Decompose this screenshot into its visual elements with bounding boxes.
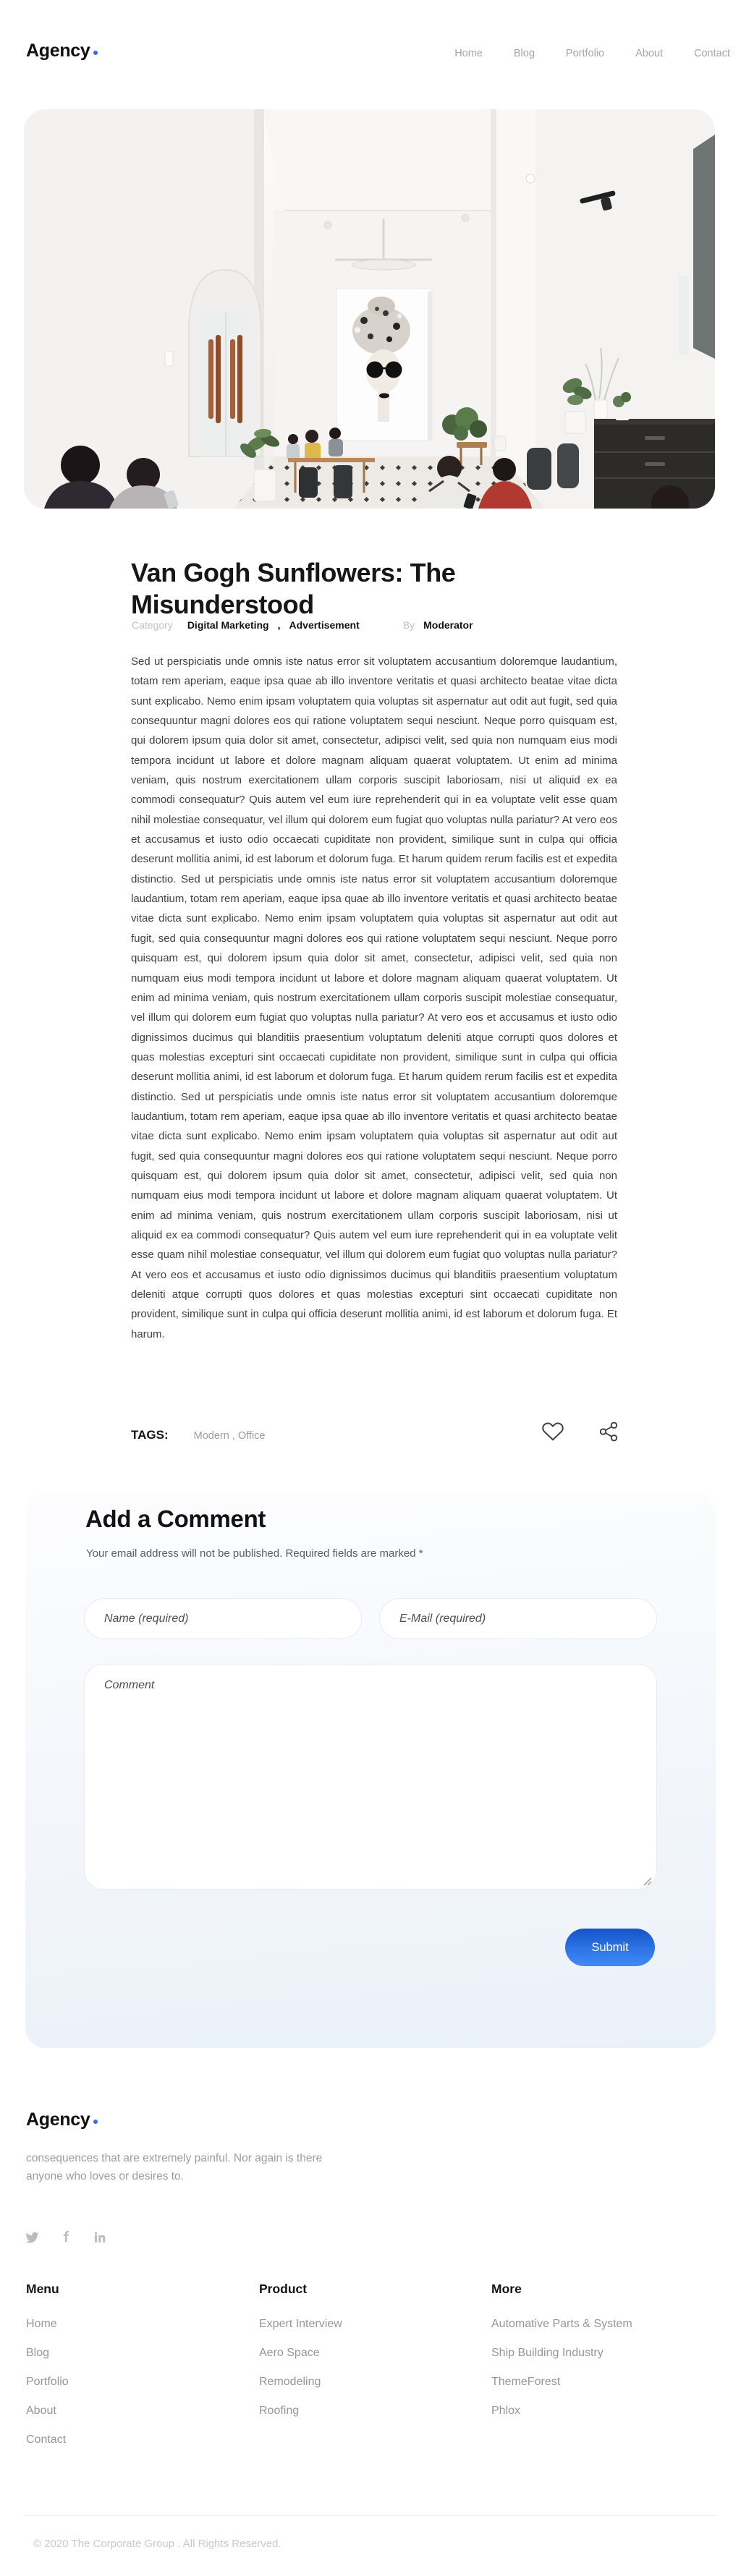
category-separator: , bbox=[277, 619, 281, 631]
footer-more-list bbox=[491, 2318, 632, 2433]
footer-link-automative-parts[interactable]: Automative Parts & System bbox=[491, 2318, 632, 2330]
linkedin-icon[interactable] bbox=[93, 2231, 108, 2244]
add-comment-section bbox=[25, 1492, 716, 2048]
post-body-text: Sed ut perspiciatis unde omnis iste natus error sit voluptatem accusantium doloremque laudantium, totam rem aperiam, eaque ipsa quae ab illo inventore veritatis et quasi architecto beatae vitae dicta sunt explicabo. Nemo enim ipsam voluptatem quia voluptas sit aspernatur aut odit aut fugit, sed quia consequuntur magni dolores eos qui ratione voluptatem sequi nesciunt. Neque porro quisquam est, qui dolorem ipsum quia dolor sit amet, consectetur, adipisci velit, sed quia non numquam eius modi tempora incidunt ut labore et dolore magnam aliquam quaerat voluptatem. Ut enim ad minima veniam, quis nostrum exercitationem ullam corporis suscipit laboriosam, nisi ut aliquid ex ea commodi consequatur? Quis autem vel eum iure reprehenderit qui in ea voluptate velit esse quam nihil molestiae consequatur, vel illum qui dolorem eum fugiat quo voluptas nulla pariatur? At vero eos et accusamus et iusto odio occaecati cupiditate non provident, similique sunt in culpa qui officia deserunt mollitia animi, id est laborum et dolorum fuga. Et harum quidem rerum facilis est et expedita distinctio. Sed ut perspiciatis unde omnis iste natus error sit voluptatem accusantium doloremque laudantium, totam rem aperiam, eaque ipsa quae ab illo inventore veritatis et quasi architecto beatae vitae dicta sunt explicabo. Nemo enim ipsam voluptatem quia voluptas sit aspernatur aut odit aut fugit, sed quia consequuntur magni dolores eos qui ratione voluptatem sequi nesciunt. Neque porro quisquam est, qui dolorem ipsum quia dolor sit amet, consectetur, adipisci velit, sed quia non numquam eius modi tempora incidunt ut labore et dolore magnam aliquam quaerat voluptatem. Ut enim ad minima veniam, quis nostrum exercitationem ullam corporis suscipit molestiae consequatur, vel illum qui dolorem eum fugiat quo voluptas nulla pariatur? At vero eos et accusamus et iusto odio dignissimos ducimus qui blanditiis praesentium voluptatum deleniti atque corrupti quos dolores et quas molestias excepturi sint occaecati cupiditate non provident, similique sunt in culpa qui officia deserunt mollitia animi, id est laborum et dolorum fuga. Et harum quidem rerum facilis est et expedita distinctio. Sed ut perspiciatis unde omnis iste natus error sit voluptatem accusantium doloremque laudantium, totam rem aperiam, eaque ipsa quae ab illo inventore veritatis et quasi architecto beatae vitae dicta sunt explicabo. Nemo enim ipsam voluptatem quia voluptas sit aspernatur aut odit aut fugit, sed quia consequuntur magni dolores eos qui ratione voluptatem sequi nesciunt. Neque porro quisquam est, qui dolorem ipsum quia dolor sit amet, consectetur, adipisci velit, sed quia non numquam eius modi tempora incidunt ut labore et dolore magnam aliquam quaerat voluptatem. Ut enim ad minima veniam, quis nostrum exercitationem ullam corporis suscipit laboriosam, nisi ut aliquid ex ea commodi consequatur? Quis autem vel eum iure reprehenderit qui in ea voluptate velit esse quam nihil molestiae consequatur, vel illum qui dolorem eum fugiat quo voluptas nulla pariatur? At vero eos et accusamus et iusto odio dignissimos ducimus qui blanditiis praesentium voluptatum deleniti atque corrupti quos dolores et quas molestias excepturi sint occaecati cupiditate non provident, similique sunt in culpa qui officia deserunt mollitia animi, id est laborum et dolorum fuga. Et harum. bbox=[131, 655, 617, 1340]
footer-link-portfolio[interactable]: Portfolio bbox=[26, 2376, 69, 2388]
category-link-advertisement[interactable]: Advertisement bbox=[289, 619, 360, 631]
twitter-icon[interactable] bbox=[25, 2231, 40, 2244]
category-link-digital-marketing[interactable]: Digital Marketing bbox=[187, 619, 269, 631]
footer-brand-text: Agency bbox=[26, 2109, 90, 2130]
footer-link-contact[interactable]: Contact bbox=[26, 2433, 67, 2446]
post-title: Van Gogh Sunflowers: The Misunderstood bbox=[131, 558, 456, 620]
footer-column-title-menu: Menu bbox=[26, 2282, 59, 2296]
footer-link-roofing[interactable]: Roofing bbox=[259, 2405, 300, 2417]
post-meta bbox=[132, 619, 473, 631]
tag-links[interactable]: Modern , Office bbox=[193, 1430, 266, 1442]
share-button[interactable] bbox=[598, 1421, 621, 1444]
nav-item-portfolio[interactable]: Portfolio bbox=[565, 48, 605, 59]
copyright-text: © 2020 The Corporate Group . All Rights Reserved. bbox=[33, 2538, 281, 2550]
footer-link-phlox[interactable]: Phlox bbox=[491, 2405, 521, 2417]
footer-brand-logo[interactable] bbox=[26, 2109, 98, 2130]
comment-form-row bbox=[84, 1598, 657, 1639]
footer-menu-list bbox=[26, 2318, 69, 2462]
nav-item-home[interactable]: Home bbox=[454, 48, 483, 59]
footer-link-themeforest[interactable]: ThemeForest bbox=[491, 2376, 561, 2388]
footer-link-ship-building[interactable]: Ship Building Industry bbox=[491, 2347, 604, 2359]
footer-link-aero-space[interactable]: Aero Space bbox=[259, 2347, 320, 2359]
brand-logo-text: Agency bbox=[26, 41, 90, 61]
brand-logo[interactable] bbox=[26, 41, 98, 61]
category-label: Category bbox=[132, 619, 173, 631]
footer-column-title-product: Product bbox=[259, 2282, 308, 2296]
footer-divider bbox=[25, 2515, 716, 2516]
nav-item-blog[interactable]: Blog bbox=[513, 48, 535, 59]
like-button[interactable] bbox=[541, 1419, 564, 1442]
comment-field[interactable] bbox=[84, 1664, 657, 1890]
footer-brand-dot-icon bbox=[93, 2120, 98, 2124]
nav-item-about[interactable]: About bbox=[635, 48, 664, 59]
submit-button[interactable]: Submit bbox=[565, 1929, 655, 1966]
author-link[interactable]: Moderator bbox=[423, 619, 473, 631]
email-field[interactable] bbox=[379, 1598, 657, 1639]
share-icon bbox=[598, 1421, 619, 1442]
hero-gallery-scene bbox=[24, 109, 715, 509]
footer-link-about[interactable]: About bbox=[26, 2405, 56, 2417]
footer-blurb: consequences that are extremely painful. Nor again is there anyone who loves or desires to. bbox=[26, 2152, 323, 2182]
footer-product-list bbox=[259, 2318, 342, 2433]
footer-link-home[interactable]: Home bbox=[26, 2318, 57, 2330]
tags-label: TAGS: bbox=[131, 1428, 169, 1442]
tags-row bbox=[131, 1428, 265, 1442]
footer-link-remodeling[interactable]: Remodeling bbox=[259, 2376, 321, 2388]
nav-item-contact[interactable]: Contact bbox=[694, 48, 730, 59]
main-nav bbox=[454, 48, 730, 59]
footer-link-blog[interactable]: Blog bbox=[26, 2347, 50, 2359]
facebook-icon[interactable] bbox=[59, 2231, 74, 2244]
add-comment-title: Add a Comment bbox=[85, 1505, 266, 1532]
footer-link-expert-interview[interactable]: Expert Interview bbox=[259, 2318, 342, 2330]
heart-icon bbox=[541, 1419, 564, 1442]
comment-note: Your email address will not be published. Required fields are marked * bbox=[86, 1547, 423, 1560]
name-field[interactable] bbox=[84, 1598, 362, 1639]
footer-social-row bbox=[25, 2231, 108, 2244]
brand-dot-icon bbox=[93, 51, 98, 55]
hero-image bbox=[24, 109, 715, 509]
footer-column-title-more: More bbox=[491, 2282, 522, 2296]
by-label: By bbox=[402, 619, 415, 631]
